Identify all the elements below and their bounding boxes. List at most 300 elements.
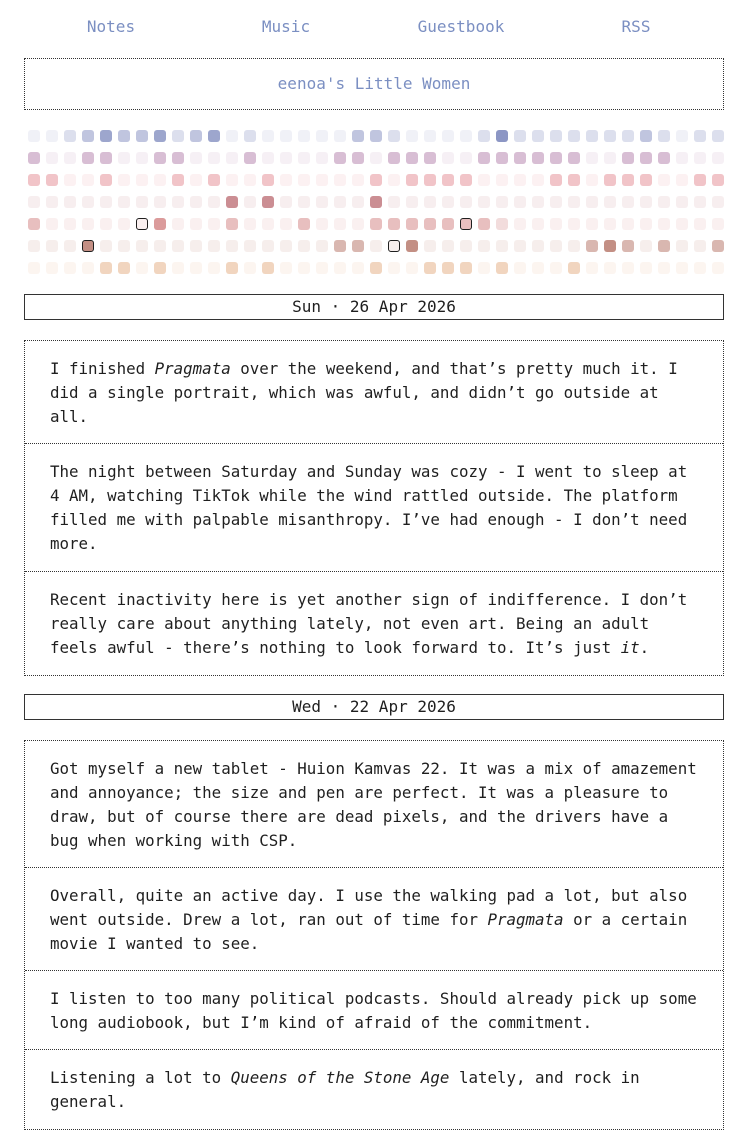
heatmap-cell: [82, 174, 94, 186]
heatmap-cell: [28, 262, 40, 274]
top-nav: [0, 15, 749, 39]
heatmap-cell: [208, 152, 220, 164]
entry: [25, 868, 723, 971]
heatmap-cell: [154, 196, 166, 208]
heatmap-cell: [532, 240, 544, 252]
heatmap-cell: [424, 218, 436, 230]
heatmap-cell: [226, 196, 238, 208]
heatmap-cell: [658, 196, 670, 208]
heatmap-cell: [172, 130, 184, 142]
heatmap-cell: [676, 240, 688, 252]
heatmap-cell: [424, 174, 436, 186]
heatmap-cell: [694, 218, 706, 230]
heatmap-cell: [208, 240, 220, 252]
heatmap-cell: [136, 152, 148, 164]
heatmap-cell: [406, 174, 418, 186]
entry-segment: Got myself a new tablet - Huion Kamvas 22. It was a mix of amazement and annoyance; the size and pen are perfect. It was a pleasure to draw, but of course there are dead pixels, and the drivers have a bug when working with CSP.: [50, 759, 697, 850]
entry: [25, 341, 723, 444]
heatmap-cell: [64, 218, 76, 230]
entry-text: [50, 1066, 698, 1114]
heatmap-cell: [64, 196, 76, 208]
heatmap-cell: [676, 218, 688, 230]
heatmap-cell: [82, 240, 94, 252]
heatmap-cell: [568, 152, 580, 164]
heatmap-cell: [478, 240, 490, 252]
heatmap-cell: [442, 240, 454, 252]
heatmap-cell: [118, 240, 130, 252]
heatmap-cell: [82, 196, 94, 208]
heatmap-cell: [118, 130, 130, 142]
heatmap-cell: [712, 152, 724, 164]
entry-segment: Recent inactivity here is yet another sign of indifference. I don’t really care about anything lately, not even art. Being an adult feels awful - there’s nothing to look forward to. It’s just: [50, 590, 688, 657]
heatmap-cell: [712, 262, 724, 274]
heatmap-cell: [154, 130, 166, 142]
heatmap-cell: [118, 262, 130, 274]
heatmap-cell: [658, 152, 670, 164]
heatmap-cell: [82, 218, 94, 230]
heatmap-cell: [640, 240, 652, 252]
entry-emphasis: Queens of the Stone Age: [230, 1068, 450, 1087]
heatmap-cell: [406, 152, 418, 164]
heatmap-cell: [46, 130, 58, 142]
heatmap-cell: [514, 130, 526, 142]
heatmap-cell: [316, 218, 328, 230]
heatmap-cell: [172, 196, 184, 208]
heatmap-cell: [298, 262, 310, 274]
heatmap-cell: [100, 240, 112, 252]
heatmap-cell: [226, 152, 238, 164]
heatmap-cell: [442, 196, 454, 208]
heatmap-cell: [244, 218, 256, 230]
heatmap-cell: [658, 218, 670, 230]
heatmap-cell: [622, 240, 634, 252]
heatmap-cell: [532, 196, 544, 208]
entry: [25, 741, 723, 868]
heatmap-cell: [64, 174, 76, 186]
heatmap-cell: [208, 218, 220, 230]
heatmap-cell: [496, 152, 508, 164]
day-header: Sun · 26 Apr 2026: [24, 294, 724, 320]
heatmap-cell: [118, 218, 130, 230]
heatmap-cell: [280, 196, 292, 208]
heatmap-cell: [100, 174, 112, 186]
heatmap-cell: [604, 174, 616, 186]
heatmap-cell: [442, 174, 454, 186]
heatmap-cell: [154, 218, 166, 230]
heatmap-cell: [352, 196, 364, 208]
heatmap-cell: [712, 240, 724, 252]
heatmap-cell: [190, 240, 202, 252]
heatmap-cell: [622, 196, 634, 208]
heatmap-cell: [424, 130, 436, 142]
heatmap-cell: [172, 240, 184, 252]
heatmap-cell: [118, 196, 130, 208]
heatmap-cell: [280, 218, 292, 230]
heatmap-cell: [406, 262, 418, 274]
heatmap-cell: [640, 174, 652, 186]
heatmap-cell: [64, 240, 76, 252]
heatmap-cell: [406, 240, 418, 252]
heatmap-cell: [478, 218, 490, 230]
heatmap-cell: [694, 240, 706, 252]
nav-guestbook-link[interactable]: Guestbook: [417, 17, 505, 36]
entry-segment: I finished: [50, 359, 155, 378]
heatmap-cell: [478, 174, 490, 186]
heatmap-cell: [694, 152, 706, 164]
heatmap-cell: [262, 240, 274, 252]
heatmap-cell: [424, 196, 436, 208]
heatmap-cell: [658, 130, 670, 142]
heatmap-cell: [550, 218, 562, 230]
heatmap-cell: [604, 130, 616, 142]
heatmap-cell: [334, 218, 346, 230]
heatmap-cell: [460, 130, 472, 142]
heatmap-cell: [622, 130, 634, 142]
heatmap-cell: [550, 152, 562, 164]
entry: [25, 572, 723, 675]
heatmap-cell: [136, 174, 148, 186]
heatmap-cell: [604, 196, 616, 208]
heatmap-cell: [604, 262, 616, 274]
heatmap-cell: [406, 130, 418, 142]
heatmap-cell: [388, 152, 400, 164]
heatmap-cell: [208, 174, 220, 186]
heatmap-cell: [352, 152, 364, 164]
heatmap-cell: [496, 130, 508, 142]
heatmap-cell: [334, 240, 346, 252]
heatmap-cell: [586, 240, 598, 252]
heatmap-cell: [352, 130, 364, 142]
heatmap-cell: [568, 174, 580, 186]
entry: [25, 1050, 723, 1129]
heatmap-cell: [514, 196, 526, 208]
heatmap-cell: [694, 196, 706, 208]
heatmap-cell: [622, 152, 634, 164]
heatmap-cell: [532, 130, 544, 142]
heatmap-cell: [154, 174, 166, 186]
entry-text: [50, 884, 698, 956]
heatmap-cell: [532, 218, 544, 230]
heatmap-cell: [208, 262, 220, 274]
heatmap-cell: [586, 130, 598, 142]
heatmap-cell: [568, 262, 580, 274]
heatmap-cell: [694, 130, 706, 142]
heatmap-cell: [244, 174, 256, 186]
heatmap-cell: [334, 152, 346, 164]
heatmap-cell: [298, 174, 310, 186]
heatmap-cell: [442, 152, 454, 164]
heatmap-cell: [154, 262, 166, 274]
heatmap-cell: [190, 130, 202, 142]
heatmap-cell: [334, 196, 346, 208]
heatmap-cell: [478, 152, 490, 164]
heatmap-cell: [496, 196, 508, 208]
heatmap-cell: [694, 174, 706, 186]
heatmap-cell: [550, 240, 562, 252]
heatmap-cell: [370, 174, 382, 186]
heatmap-cell: [586, 152, 598, 164]
heatmap-cell: [604, 218, 616, 230]
heatmap-cell: [298, 152, 310, 164]
entry-emphasis: Pragmata: [487, 910, 564, 929]
heatmap-cell: [172, 262, 184, 274]
heatmap-cell: [208, 130, 220, 142]
entry-segment: .: [639, 638, 650, 657]
heatmap-cell: [550, 130, 562, 142]
entry-text: [50, 757, 698, 853]
heatmap-cell: [28, 152, 40, 164]
heatmap-cell: [136, 262, 148, 274]
heatmap-cell: [154, 152, 166, 164]
heatmap-cell: [550, 174, 562, 186]
heatmap-cell: [82, 262, 94, 274]
heatmap-cell: [496, 240, 508, 252]
heatmap-cell: [478, 196, 490, 208]
heatmap-cell: [64, 152, 76, 164]
heatmap-cell: [100, 130, 112, 142]
heatmap-cell: [388, 240, 400, 252]
heatmap-cell: [460, 152, 472, 164]
heatmap-cell: [352, 218, 364, 230]
heatmap-cell: [424, 262, 436, 274]
heatmap-cell: [604, 152, 616, 164]
heatmap-cell: [442, 262, 454, 274]
heatmap-cell: [640, 218, 652, 230]
heatmap-cell: [514, 174, 526, 186]
heatmap-cell: [460, 240, 472, 252]
heatmap-cell: [172, 174, 184, 186]
heatmap-cell: [532, 152, 544, 164]
heatmap-cell: [100, 218, 112, 230]
heatmap-cell: [640, 262, 652, 274]
heatmap-cell: [514, 218, 526, 230]
heatmap-cell: [424, 240, 436, 252]
entry-segment: or a certain movie I wanted to see.: [50, 910, 688, 953]
heatmap-cell: [28, 240, 40, 252]
heatmap-cell: [388, 174, 400, 186]
entry-text: [50, 588, 698, 660]
heatmap-cell: [622, 262, 634, 274]
heatmap-cell: [136, 240, 148, 252]
heatmap-cell: [154, 240, 166, 252]
heatmap-cell: [586, 196, 598, 208]
heatmap-cell: [514, 152, 526, 164]
heatmap-cell: [244, 196, 256, 208]
heatmap-cell: [388, 130, 400, 142]
heatmap-cell: [28, 130, 40, 142]
heatmap-cell: [370, 262, 382, 274]
heatmap-cell: [586, 262, 598, 274]
entry: [25, 971, 723, 1050]
heatmap-cell: [478, 130, 490, 142]
heatmap-cell: [46, 174, 58, 186]
heatmap-cell: [244, 262, 256, 274]
heatmap-cell: [316, 130, 328, 142]
heatmap-cell: [46, 196, 58, 208]
heatmap-cell: [226, 240, 238, 252]
heatmap-cell: [280, 152, 292, 164]
heatmap-cell: [280, 174, 292, 186]
heatmap-cell: [694, 262, 706, 274]
heatmap-cell: [118, 152, 130, 164]
heatmap-cell: [100, 152, 112, 164]
heatmap-cell: [712, 218, 724, 230]
heatmap-cell: [82, 152, 94, 164]
heatmap-cell: [244, 240, 256, 252]
heatmap-cell: [226, 174, 238, 186]
entry-emphasis: Pragmata: [154, 359, 231, 378]
heatmap-cell: [136, 218, 148, 230]
heatmap-cell: [658, 174, 670, 186]
nav-rss-link[interactable]: RSS: [621, 17, 651, 36]
entry-text: [50, 357, 698, 429]
heatmap-cell: [334, 262, 346, 274]
heatmap-cell: [262, 152, 274, 164]
heatmap-cell: [370, 218, 382, 230]
heatmap-cell: [298, 130, 310, 142]
heatmap-cell: [46, 240, 58, 252]
heatmap-cell: [82, 130, 94, 142]
heatmap-cell: [298, 240, 310, 252]
heatmap-cell: [460, 174, 472, 186]
heatmap-cell: [100, 262, 112, 274]
heatmap-cell: [262, 262, 274, 274]
heatmap-cell: [118, 174, 130, 186]
heatmap-cell: [280, 130, 292, 142]
heatmap-cell: [28, 196, 40, 208]
entry-emphasis: it: [620, 638, 640, 657]
heatmap-cell: [406, 218, 418, 230]
heatmap-cell: [586, 218, 598, 230]
heatmap-cell: [64, 262, 76, 274]
heatmap-cell: [262, 130, 274, 142]
heatmap-cell: [100, 196, 112, 208]
heatmap-cell: [370, 130, 382, 142]
heatmap-cell: [316, 152, 328, 164]
heatmap-cell: [334, 174, 346, 186]
heatmap-cell: [28, 218, 40, 230]
nav-notes-link[interactable]: Notes: [86, 17, 136, 36]
heatmap-cell: [568, 240, 580, 252]
heatmap-cell: [676, 130, 688, 142]
heatmap-cell: [676, 196, 688, 208]
heatmap-cell: [712, 174, 724, 186]
heatmap-cell: [298, 196, 310, 208]
heatmap-cell: [190, 196, 202, 208]
heatmap-cell: [226, 218, 238, 230]
heatmap-cell: [190, 152, 202, 164]
entry-text: [50, 460, 698, 556]
heatmap-cell: [316, 262, 328, 274]
heatmap-cell: [460, 218, 472, 230]
heatmap-cell: [334, 130, 346, 142]
heatmap-cell: [172, 152, 184, 164]
heatmap-cell: [352, 174, 364, 186]
heatmap-cell: [640, 130, 652, 142]
heatmap-cell: [244, 152, 256, 164]
heatmap-cell: [640, 196, 652, 208]
heatmap-cell: [262, 196, 274, 208]
heatmap-cell: [280, 262, 292, 274]
heatmap-cell: [586, 174, 598, 186]
heatmap-cell: [190, 174, 202, 186]
heatmap-cell: [712, 130, 724, 142]
heatmap-cell: [226, 130, 238, 142]
heatmap-cell: [208, 196, 220, 208]
entry: [25, 444, 723, 572]
heatmap-cell: [496, 262, 508, 274]
heatmap-cell: [532, 174, 544, 186]
heatmap-cell: [370, 196, 382, 208]
heatmap-cell: [352, 240, 364, 252]
heatmap-cell: [514, 240, 526, 252]
heatmap-cell: [622, 174, 634, 186]
heatmap-cell: [514, 262, 526, 274]
heatmap-cell: [550, 196, 562, 208]
heatmap-cell: [136, 130, 148, 142]
heatmap-cell: [640, 152, 652, 164]
heatmap-cell: [460, 196, 472, 208]
heatmap-cell: [676, 262, 688, 274]
heatmap-cell: [658, 240, 670, 252]
heatmap-cell: [172, 218, 184, 230]
heatmap-cell: [244, 130, 256, 142]
heatmap-cell: [406, 196, 418, 208]
entry-segment: I listen to too many political podcasts. Should already pick up some long audiobook, but I’m kind of afraid of the commitment.: [50, 989, 697, 1032]
heatmap-cell: [568, 196, 580, 208]
nav-music-link[interactable]: Music: [261, 17, 311, 36]
heatmap-cell: [388, 196, 400, 208]
heatmap-cell: [460, 262, 472, 274]
heatmap-cell: [280, 240, 292, 252]
entry-segment: lately, and rock in general.: [50, 1068, 640, 1111]
heatmap-cell: [46, 218, 58, 230]
heatmap-cell: [262, 218, 274, 230]
day-entries: [24, 740, 724, 1130]
heatmap-cell: [190, 218, 202, 230]
heatmap-cell: [226, 262, 238, 274]
heatmap-cell: [190, 262, 202, 274]
heatmap-cell: [676, 152, 688, 164]
heatmap-cell: [298, 218, 310, 230]
heatmap-cell: [28, 174, 40, 186]
heatmap-cell: [370, 152, 382, 164]
heatmap-cell: [46, 262, 58, 274]
heatmap-cell: [604, 240, 616, 252]
entry-segment: Listening a lot to: [50, 1068, 231, 1087]
heatmap-cell: [64, 130, 76, 142]
heatmap-cell: [424, 152, 436, 164]
entry-segment: over the weekend, and that’s pretty much it. I did a single portrait, which was awful, and didn’t go outside at all.: [50, 359, 678, 426]
heatmap-cell: [46, 152, 58, 164]
entry-segment: The night between Saturday and Sunday was cozy - I went to sleep at 4 AM, watching TikTok while the wind rattled outside. The platform filled me with palpable misanthropy. I’ve had enough - I don’t need more.: [50, 462, 688, 553]
heatmap-cell: [712, 196, 724, 208]
heatmap-cell: [352, 262, 364, 274]
site-title[interactable]: eenoa's Little Women: [24, 58, 724, 110]
heatmap-cell: [316, 240, 328, 252]
day-header: Wed · 22 Apr 2026: [24, 694, 724, 720]
entry-text: [50, 987, 698, 1035]
heatmap-cell: [442, 130, 454, 142]
heatmap-cell: [676, 174, 688, 186]
heatmap-cell: [316, 196, 328, 208]
entry-segment: Overall, quite an active day. I use the walking pad a lot, but also went outside. Drew a lot, ran out of time for: [50, 886, 688, 929]
heatmap-cell: [496, 174, 508, 186]
heatmap-cell: [316, 174, 328, 186]
heatmap-cell: [532, 262, 544, 274]
heatmap-cell: [550, 262, 562, 274]
heatmap-cell: [478, 262, 490, 274]
